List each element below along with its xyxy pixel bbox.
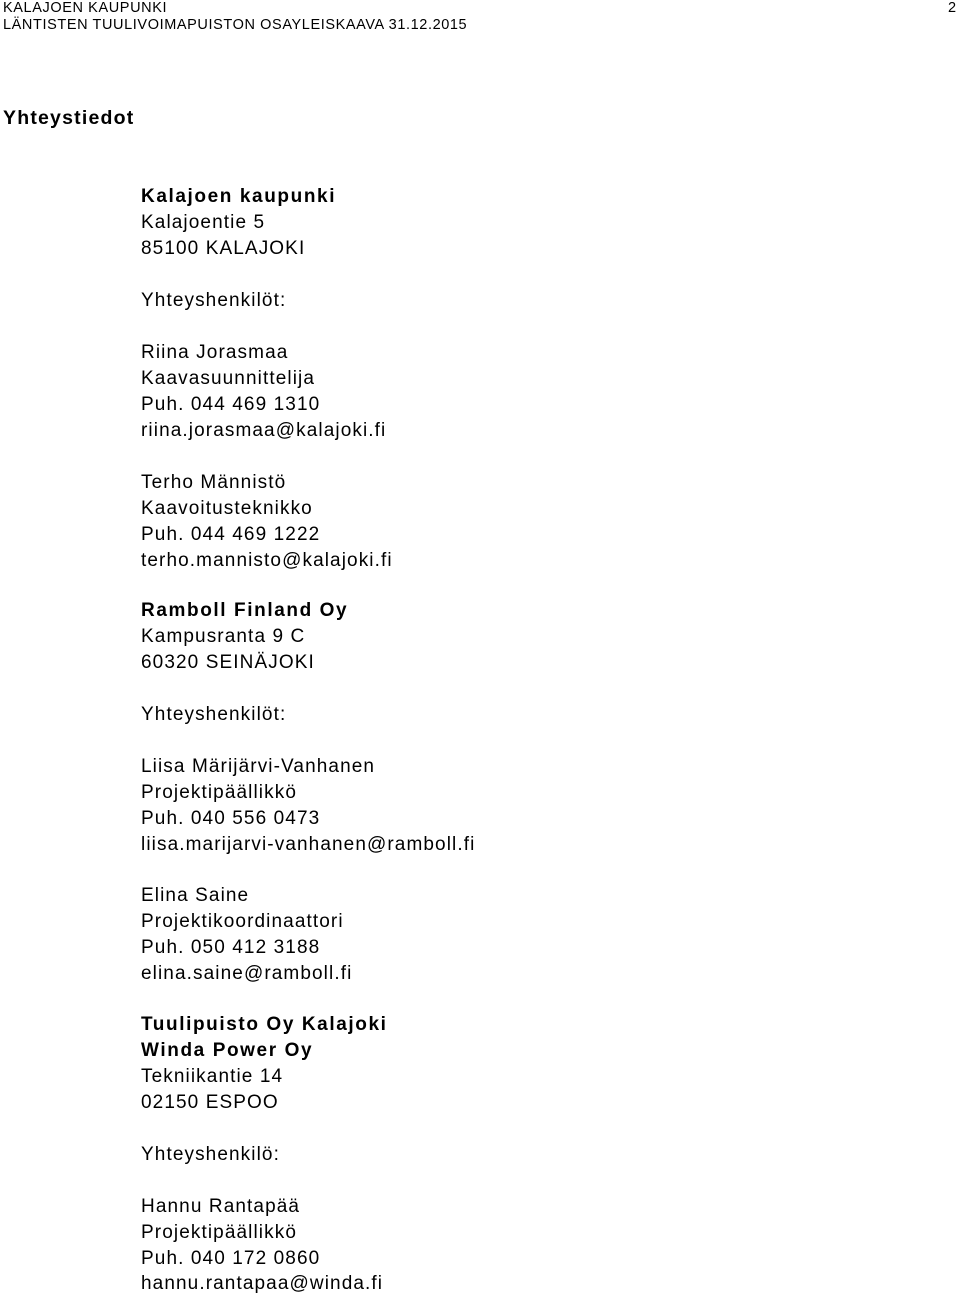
header-page-number: 2: [948, 0, 957, 16]
contact-phone: Puh. 050 412 3188: [141, 937, 321, 958]
contact-name: Terho Männistö: [141, 472, 287, 493]
contact-role: Kaavoitusteknikko: [141, 498, 313, 519]
contact-phone: Puh. 044 469 1222: [141, 524, 321, 545]
page-title: Yhteystiedot: [3, 107, 135, 129]
contact-phone: Puh. 040 172 0860: [141, 1248, 321, 1269]
contact-phone: Puh. 040 556 0473: [141, 808, 321, 829]
org-name: Tuulipuisto Oy Kalajoki: [141, 1014, 388, 1035]
contact-role: Kaavasuunnittelija: [141, 368, 316, 389]
org-postal: 85100 KALAJOKI: [141, 238, 306, 259]
org-name-secondary: Winda Power Oy: [141, 1040, 314, 1061]
org-name: Kalajoen kaupunki: [141, 186, 337, 207]
contact-email: terho.mannisto@kalajoki.fi: [141, 550, 393, 571]
contact-phone: Puh. 044 469 1310: [141, 394, 321, 415]
contacts-label: Yhteyshenkilö:: [141, 1144, 280, 1165]
org-address: Kampusranta 9 C: [141, 626, 306, 647]
contact-email: riina.jorasmaa@kalajoki.fi: [141, 420, 387, 441]
header-document-title: LÄNTISTEN TUULIVOIMAPUISTON OSAYLEISKAAVA 31.12.2015: [3, 17, 468, 33]
contact-role: Projektipäällikkö: [141, 782, 297, 803]
org-postal: 02150 ESPOO: [141, 1092, 279, 1113]
org-address: Kalajoentie 5: [141, 212, 266, 233]
contact-email: liisa.marijarvi-vanhanen@ramboll.fi: [141, 834, 476, 855]
header-organization: KALAJOEN KAUPUNKI: [3, 0, 168, 16]
contact-name: Riina Jorasmaa: [141, 342, 289, 363]
contact-role: Projektikoordinaattori: [141, 911, 344, 932]
org-name: Ramboll Finland Oy: [141, 600, 349, 621]
org-address: Tekniikantie 14: [141, 1066, 284, 1087]
contacts-label: Yhteyshenkilöt:: [141, 704, 287, 725]
contact-name: Liisa Märijärvi-Vanhanen: [141, 756, 376, 777]
contact-role: Projektipäällikkö: [141, 1222, 297, 1243]
contact-email: elina.saine@ramboll.fi: [141, 963, 353, 984]
contact-email: hannu.rantapaa@winda.fi: [141, 1273, 384, 1294]
contact-name: Elina Saine: [141, 885, 250, 906]
contacts-label: Yhteyshenkilöt:: [141, 290, 287, 311]
contact-name: Hannu Rantapää: [141, 1196, 301, 1217]
org-postal: 60320 SEINÄJOKI: [141, 652, 315, 673]
